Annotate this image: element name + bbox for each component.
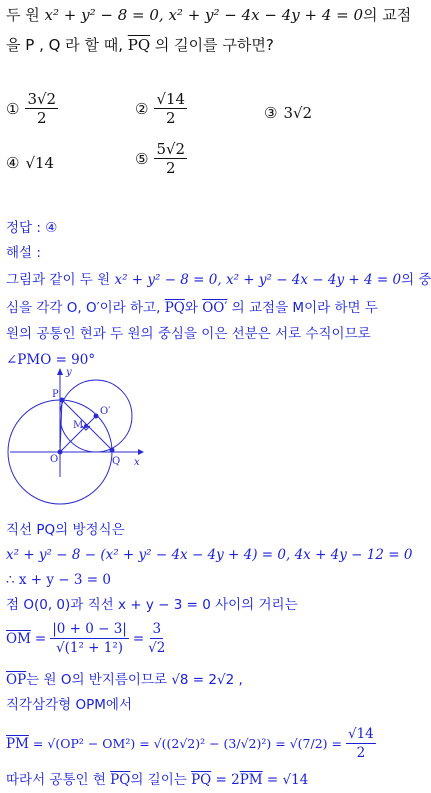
explanation-text: 의 길이는 <box>130 772 192 788</box>
x-axis-arrow <box>138 449 144 455</box>
question-text: 을 P , Q 라 할 때, <box>6 36 128 54</box>
explanation-text: 따라서 공통인 현 <box>6 772 111 788</box>
explanation-text: 는 원 O의 반지름이므로 √8 = 2√2 , <box>26 672 243 688</box>
step-subtract-equations: x² + y² − 8 − (x² + y² − 4x − 4y + 4) = 0, 4x + 4y − 12 = 0 <box>6 547 413 563</box>
option-fraction <box>154 90 187 127</box>
fraction-denominator: √(1² + 1²) <box>56 640 124 656</box>
fraction-numerator: 3√2 <box>27 90 57 108</box>
step-om <box>6 620 165 657</box>
angle-statement: ∠PMO = 90° <box>6 352 96 368</box>
option-number: ④ <box>6 154 20 172</box>
explanation-text: = 2 <box>211 772 240 788</box>
label-q: Q <box>112 456 121 467</box>
y-axis-arrow <box>57 368 63 375</box>
point-m <box>84 424 88 428</box>
explanation-text: 심을 각각 O, O′이라 하고, <box>6 300 165 316</box>
option-1[interactable] <box>6 90 58 127</box>
step-triangle: 직각삼각형 OPM에서 <box>6 697 132 713</box>
point-p <box>60 398 65 403</box>
equals-sign: = <box>34 630 47 647</box>
option-number: ⑤ <box>135 149 149 168</box>
segment-pm: $\overline{PM}$ <box>6 735 29 752</box>
step-conclusion <box>6 770 308 790</box>
pm-result <box>346 725 376 762</box>
option-value: √14 <box>25 154 55 172</box>
explanation-text: 와 <box>184 300 203 316</box>
fraction-numerator: |0 + 0 − 3| <box>52 621 127 637</box>
segment-pq: $\overline{PQ}$ <box>127 36 151 54</box>
explanation-equation: = √(OP² − OM²) = √((2√2)² − (3/√2)²) = √(7/2) = <box>32 735 342 751</box>
fraction-denominator: 2 <box>356 745 366 761</box>
segment-pq: $\overline{PQ}$ <box>164 300 185 316</box>
label-o-prime: O′ <box>100 406 111 417</box>
option-number: ③ <box>264 104 278 122</box>
fraction-denominator: 2 <box>166 109 176 127</box>
segment-pq: $\overline{PQ}$ <box>191 772 212 788</box>
fraction-denominator: √2 <box>148 640 166 656</box>
circles-diagram <box>8 365 148 483</box>
option-number: ② <box>135 99 149 118</box>
distance-fraction <box>50 620 129 657</box>
step-line-equation: 직선 PQ의 방정식은 <box>6 522 125 538</box>
option-3[interactable] <box>264 104 312 122</box>
equation-circle-2: x² + y² − 4x − 4y + 4 = 0 <box>168 6 364 24</box>
option-value: 3√2 <box>283 104 313 122</box>
option-5[interactable] <box>135 140 187 177</box>
question-text: 두 원 <box>6 6 45 24</box>
point-o-prime <box>94 414 99 419</box>
segment-op: $\overline{OP}$ <box>6 672 27 688</box>
option-fraction <box>25 90 58 127</box>
explanation-line-2 <box>6 298 378 318</box>
option-number: ① <box>6 99 20 118</box>
option-fraction <box>154 140 187 177</box>
fraction-denominator: 2 <box>166 159 176 177</box>
fraction-numerator: 5√2 <box>156 140 186 158</box>
step-op-radius <box>6 670 243 690</box>
point-q <box>110 448 115 453</box>
fraction-numerator: 3 <box>152 621 162 637</box>
distance-result <box>148 620 165 657</box>
label-x: x <box>134 457 140 468</box>
explanation-line-1 <box>6 270 431 290</box>
step-pm <box>6 725 376 762</box>
equation-circle-1: x² + y² − 8 = 0, <box>44 6 164 24</box>
question-text: 의 교점 <box>363 6 412 24</box>
explanation-equation: x² + y² − 8 = 0, x² + y² − 4x − 4y + 4 = 0 <box>114 272 402 288</box>
explanation-text: 그림과 같이 두 원 <box>6 272 115 288</box>
segment-oo: OO′ <box>202 300 228 316</box>
explanation-label: 해설 : <box>6 245 41 261</box>
question-line-2 <box>6 34 274 56</box>
explanation-text: = √14 <box>262 772 309 788</box>
label-p: P <box>52 389 59 400</box>
question-text: 의 길이를 구하면? <box>150 36 274 54</box>
segment-pm: $\overline{PM}$ <box>239 772 263 788</box>
segment-pq: $\overline{PQ}$ <box>110 772 131 788</box>
fraction-numerator: √14 <box>347 726 374 742</box>
point-o <box>58 450 63 455</box>
explanation-line-3: 원의 공통인 현과 두 원의 중심을 이은 선분은 서로 수직이므로 <box>6 326 371 342</box>
fraction-numerator: √14 <box>156 90 186 108</box>
label-m: M <box>73 420 84 431</box>
answer-label: 정답 : ④ <box>6 220 58 236</box>
question-line-1 <box>6 4 411 26</box>
option-4[interactable] <box>6 154 54 172</box>
segment-om: $\overline{OM}$ <box>6 630 31 647</box>
step-distance: 점 O(0, 0)과 직선 x + y − 3 = 0 사이의 거리는 <box>6 597 298 613</box>
equals-sign: = <box>132 630 145 647</box>
explanation-text: 의 교점을 M이라 하면 두 <box>227 300 378 316</box>
explanation-text: 의 중 <box>401 272 431 288</box>
label-o: O <box>50 454 59 465</box>
fraction-denominator: 2 <box>37 109 47 127</box>
option-2[interactable] <box>135 90 187 127</box>
label-y: y <box>66 367 72 378</box>
step-line-result: ∴ x + y − 3 = 0 <box>6 572 111 588</box>
